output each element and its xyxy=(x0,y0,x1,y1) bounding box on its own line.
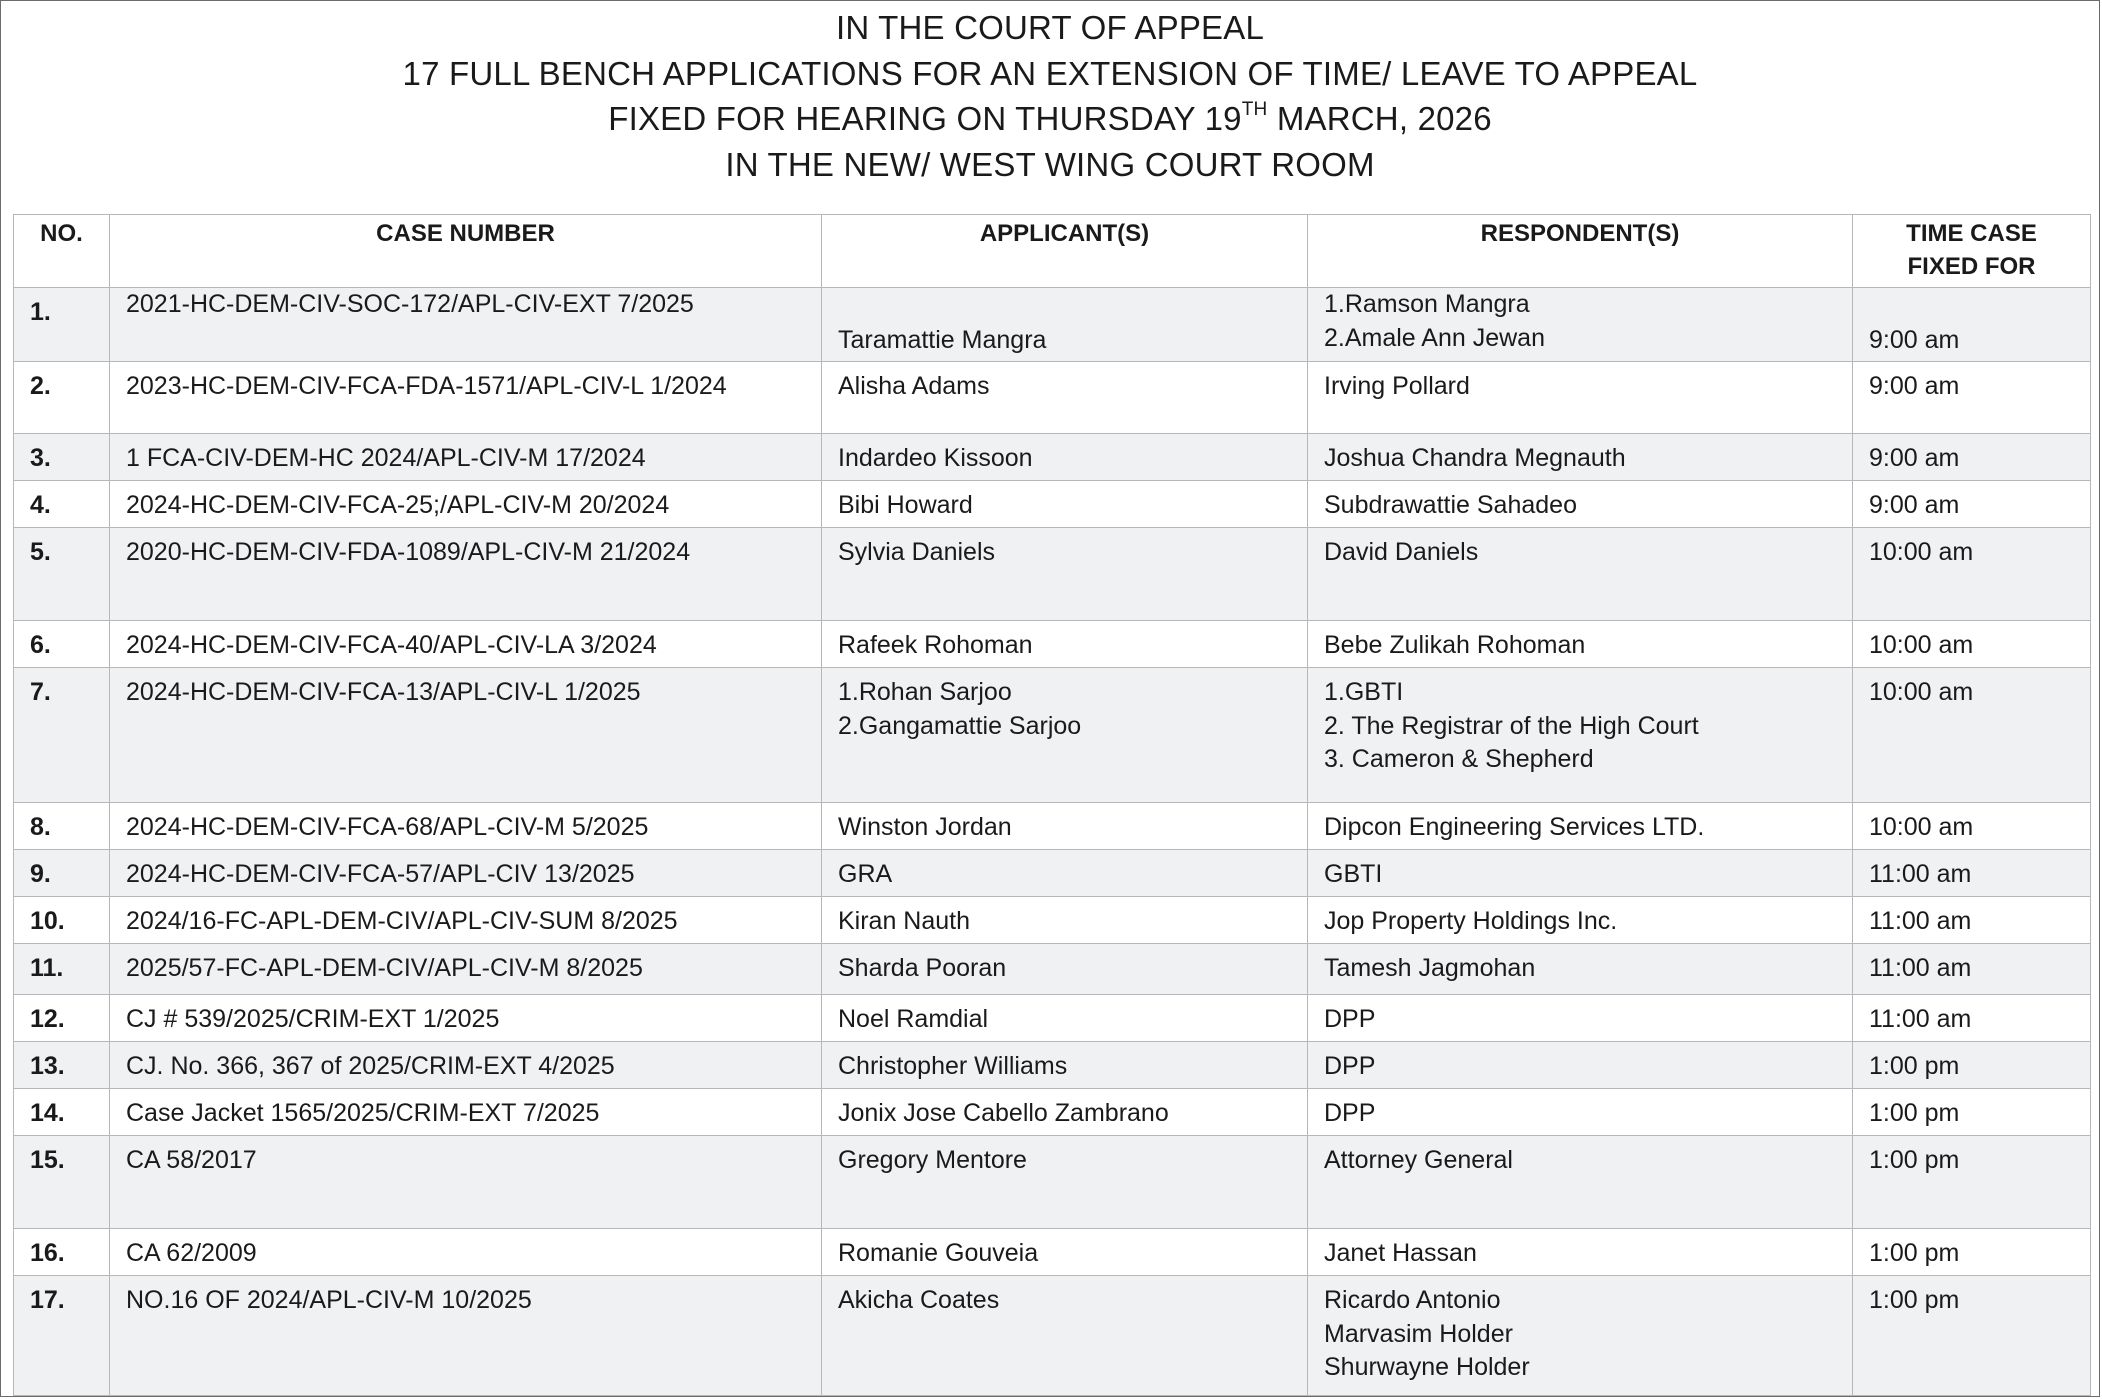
respondents xyxy=(1308,668,1853,803)
table-row xyxy=(14,621,2091,668)
hearing-date-prefix: FIXED FOR HEARING ON THURSDAY 19 xyxy=(608,100,1242,137)
applicants xyxy=(822,803,1308,850)
time-fixed: 1:00 pm xyxy=(1853,1276,2091,1396)
respondent-name: GBTI xyxy=(1324,860,1383,888)
applicants xyxy=(822,897,1308,944)
applicant-name: Jonix Jose Cabello Zambrano xyxy=(838,1099,1169,1127)
case-number: 2020-HC-DEM-CIV-FDA-1089/APL-CIV-M 21/2024 xyxy=(110,528,822,621)
time-fixed: 10:00 am xyxy=(1853,528,2091,621)
respondents xyxy=(1308,1276,1853,1396)
time-fixed: 10:00 am xyxy=(1853,803,2091,850)
respondent-name: Jop Property Holdings Inc. xyxy=(1324,907,1618,935)
column-header-applicants: APPLICANT(S) xyxy=(822,215,1308,288)
respondents xyxy=(1308,481,1853,528)
row-number: 9. xyxy=(14,850,110,897)
table-row xyxy=(14,1276,2091,1396)
respondent-name: Subdrawattie Sahadeo xyxy=(1324,491,1577,519)
case-number: 2024-HC-DEM-CIV-FCA-25;/APL-CIV-M 20/2024 xyxy=(110,481,822,528)
case-number: Case Jacket 1565/2025/CRIM-EXT 7/2025 xyxy=(110,1089,822,1136)
case-number: 2024-HC-DEM-CIV-FCA-57/APL-CIV 13/2025 xyxy=(110,850,822,897)
row-number: 4. xyxy=(14,481,110,528)
respondent-name: 3. Cameron & Shepherd xyxy=(1324,745,1594,773)
applicants xyxy=(822,1136,1308,1229)
row-number: 3. xyxy=(14,434,110,481)
applicants xyxy=(822,621,1308,668)
table-row xyxy=(14,481,2091,528)
table-row xyxy=(14,288,2091,362)
case-number: 2024-HC-DEM-CIV-FCA-40/APL-CIV-LA 3/2024 xyxy=(110,621,822,668)
respondent-name: Bebe Zulikah Rohoman xyxy=(1324,631,1586,659)
applicant-name: Bibi Howard xyxy=(838,491,973,519)
table-row xyxy=(14,803,2091,850)
respondents xyxy=(1308,803,1853,850)
respondents xyxy=(1308,850,1853,897)
row-number: 8. xyxy=(14,803,110,850)
time-fixed: 10:00 am xyxy=(1853,621,2091,668)
hearing-schedule-table xyxy=(13,214,2091,1396)
applicant-name: Romanie Gouveia xyxy=(838,1239,1039,1267)
time-fixed: 1:00 pm xyxy=(1853,1136,2091,1229)
table-row xyxy=(14,897,2091,944)
row-number: 2. xyxy=(14,362,110,434)
respondents xyxy=(1308,944,1853,995)
applicant-name: Noel Ramdial xyxy=(838,1005,989,1033)
respondent-name: Shurwayne Holder xyxy=(1324,1353,1530,1381)
respondents xyxy=(1308,528,1853,621)
document-header xyxy=(1,1,2099,203)
row-number: 1. xyxy=(14,288,110,362)
time-fixed: 1:00 pm xyxy=(1853,1229,2091,1276)
table-row xyxy=(14,1136,2091,1229)
respondent-name: Ricardo Antonio xyxy=(1324,1286,1501,1314)
applicants xyxy=(822,1276,1308,1396)
table-row xyxy=(14,995,2091,1042)
time-fixed: 9:00 am xyxy=(1853,288,2091,362)
respondent-name: 2. The Registrar of the High Court xyxy=(1324,711,1699,740)
case-number: CJ. No. 366, 367 of 2025/CRIM-EXT 4/2025 xyxy=(110,1042,822,1089)
respondent-name: Marvasim Holder xyxy=(1324,1319,1513,1348)
case-number: 2024/16-FC-APL-DEM-CIV/APL-CIV-SUM 8/2025 xyxy=(110,897,822,944)
respondents xyxy=(1308,1042,1853,1089)
applicants xyxy=(822,1042,1308,1089)
applications-title: 17 FULL BENCH APPLICATIONS FOR AN EXTENSION OF TIME/ LEAVE TO APPEAL xyxy=(402,54,1698,92)
table-row xyxy=(14,528,2091,621)
applicant-name: Rafeek Rohoman xyxy=(838,631,1033,659)
column-header-time xyxy=(1853,215,2091,288)
respondents xyxy=(1308,995,1853,1042)
case-number: 2025/57-FC-APL-DEM-CIV/APL-CIV-M 8/2025 xyxy=(110,944,822,995)
applicant-name: GRA xyxy=(838,860,893,888)
respondent-name: Attorney General xyxy=(1324,1146,1513,1174)
respondent-name: Irving Pollard xyxy=(1324,372,1470,400)
time-fixed: 9:00 am xyxy=(1853,362,2091,434)
row-number: 16. xyxy=(14,1229,110,1276)
respondents xyxy=(1308,1136,1853,1229)
case-number: NO.16 OF 2024/APL-CIV-M 10/2025 xyxy=(110,1276,822,1396)
applicant-name: Winston Jordan xyxy=(838,813,1012,841)
case-number: CA 62/2009 xyxy=(110,1229,822,1276)
case-number: 1 FCA-CIV-DEM-HC 2024/APL-CIV-M 17/2024 xyxy=(110,434,822,481)
row-number: 10. xyxy=(14,897,110,944)
table-row xyxy=(14,668,2091,803)
applicant-name: Indardeo Kissoon xyxy=(838,444,1033,472)
respondent-name: 1.GBTI xyxy=(1324,678,1404,706)
table-row xyxy=(14,850,2091,897)
time-fixed: 11:00 am xyxy=(1853,944,2091,995)
respondents xyxy=(1308,434,1853,481)
applicant-name: Christopher Williams xyxy=(838,1052,1068,1080)
column-header-time-line2: FIXED FOR xyxy=(1907,253,2036,280)
row-number: 15. xyxy=(14,1136,110,1229)
row-number: 7. xyxy=(14,668,110,803)
table-header-row xyxy=(14,215,2091,288)
respondent-name: Janet Hassan xyxy=(1324,1239,1477,1267)
court-title: IN THE COURT OF APPEAL xyxy=(835,9,1265,46)
applicant-name: Sylvia Daniels xyxy=(838,538,996,566)
applicants xyxy=(822,1089,1308,1136)
time-fixed: 1:00 pm xyxy=(1853,1042,2091,1089)
respondent-name: Dipcon Engineering Services LTD. xyxy=(1324,813,1705,841)
case-number: 2023-HC-DEM-CIV-FCA-FDA-1571/APL-CIV-L 1/2024 xyxy=(110,362,822,434)
respondent-name: David Daniels xyxy=(1324,538,1479,566)
case-number: 2024-HC-DEM-CIV-FCA-13/APL-CIV-L 1/2025 xyxy=(110,668,822,803)
respondent-name: 1.Ramson Mangra xyxy=(1324,290,1530,318)
applicants xyxy=(822,528,1308,621)
respondent-name: 2.Amale Ann Jewan xyxy=(1324,323,1545,352)
row-number: 6. xyxy=(14,621,110,668)
column-header-respondents: RESPONDENT(S) xyxy=(1308,215,1853,288)
applicant-name: Sharda Pooran xyxy=(838,954,1007,982)
respondents xyxy=(1308,621,1853,668)
applicants xyxy=(822,850,1308,897)
court-room-line: IN THE NEW/ WEST WING COURT ROOM xyxy=(725,145,1375,183)
row-number: 11. xyxy=(14,944,110,995)
table-row xyxy=(14,362,2091,434)
respondent-name: Tamesh Jagmohan xyxy=(1324,954,1536,982)
table-row xyxy=(14,1089,2091,1136)
time-fixed: 9:00 am xyxy=(1853,434,2091,481)
table-row xyxy=(14,1229,2091,1276)
respondent-name: DPP xyxy=(1324,1052,1376,1080)
table-row xyxy=(14,1042,2091,1089)
row-number: 17. xyxy=(14,1276,110,1396)
respondents xyxy=(1308,362,1853,434)
respondent-name: DPP xyxy=(1324,1005,1376,1033)
applicant-name: Alisha Adams xyxy=(838,372,990,400)
time-fixed: 11:00 am xyxy=(1853,995,2091,1042)
applicant-name: 2.Gangamattie Sarjoo xyxy=(838,711,1082,740)
applicant-name: Gregory Mentore xyxy=(838,1146,1027,1174)
applicants xyxy=(822,668,1308,803)
respondents xyxy=(1308,1229,1853,1276)
table-row xyxy=(14,434,2091,481)
applicants xyxy=(822,1229,1308,1276)
respondent-name: Joshua Chandra Megnauth xyxy=(1324,444,1626,472)
time-fixed: 1:00 pm xyxy=(1853,1089,2091,1136)
applicants xyxy=(822,288,1308,362)
column-header-case-number: CASE NUMBER xyxy=(110,215,822,288)
row-number: 5. xyxy=(14,528,110,621)
applicant-name: Taramattie Mangra xyxy=(838,325,1047,354)
applicant-name: Kiran Nauth xyxy=(838,907,971,935)
row-number: 14. xyxy=(14,1089,110,1136)
respondents xyxy=(1308,1089,1853,1136)
respondents xyxy=(1308,288,1853,362)
date-ordinal-suffix: TH xyxy=(1241,99,1268,120)
case-number: 2021-HC-DEM-CIV-SOC-172/APL-CIV-EXT 7/2025 xyxy=(110,288,822,362)
time-fixed: 11:00 am xyxy=(1853,850,2091,897)
row-number: 13. xyxy=(14,1042,110,1089)
case-number: CJ # 539/2025/CRIM-EXT 1/2025 xyxy=(110,995,822,1042)
time-fixed: 11:00 am xyxy=(1853,897,2091,944)
hearing-date-suffix: MARCH, 2026 xyxy=(1267,100,1492,137)
column-header-time-line1: TIME CASE xyxy=(1906,220,2037,247)
respondent-name: DPP xyxy=(1324,1099,1376,1127)
applicant-name: 1.Rohan Sarjoo xyxy=(838,678,1012,706)
applicant-name: Akicha Coates xyxy=(838,1286,1000,1314)
respondents xyxy=(1308,897,1853,944)
applicants xyxy=(822,481,1308,528)
applicants xyxy=(822,995,1308,1042)
time-fixed: 9:00 am xyxy=(1853,481,2091,528)
case-number: CA 58/2017 xyxy=(110,1136,822,1229)
row-number: 12. xyxy=(14,995,110,1042)
column-header-no: NO. xyxy=(14,215,110,288)
applicants xyxy=(822,944,1308,995)
case-number: 2024-HC-DEM-CIV-FCA-68/APL-CIV-M 5/2025 xyxy=(110,803,822,850)
hearing-date-line xyxy=(1,96,2099,142)
time-fixed: 10:00 am xyxy=(1853,668,2091,803)
applicants xyxy=(822,434,1308,481)
table-row xyxy=(14,944,2091,995)
applicants xyxy=(822,362,1308,434)
